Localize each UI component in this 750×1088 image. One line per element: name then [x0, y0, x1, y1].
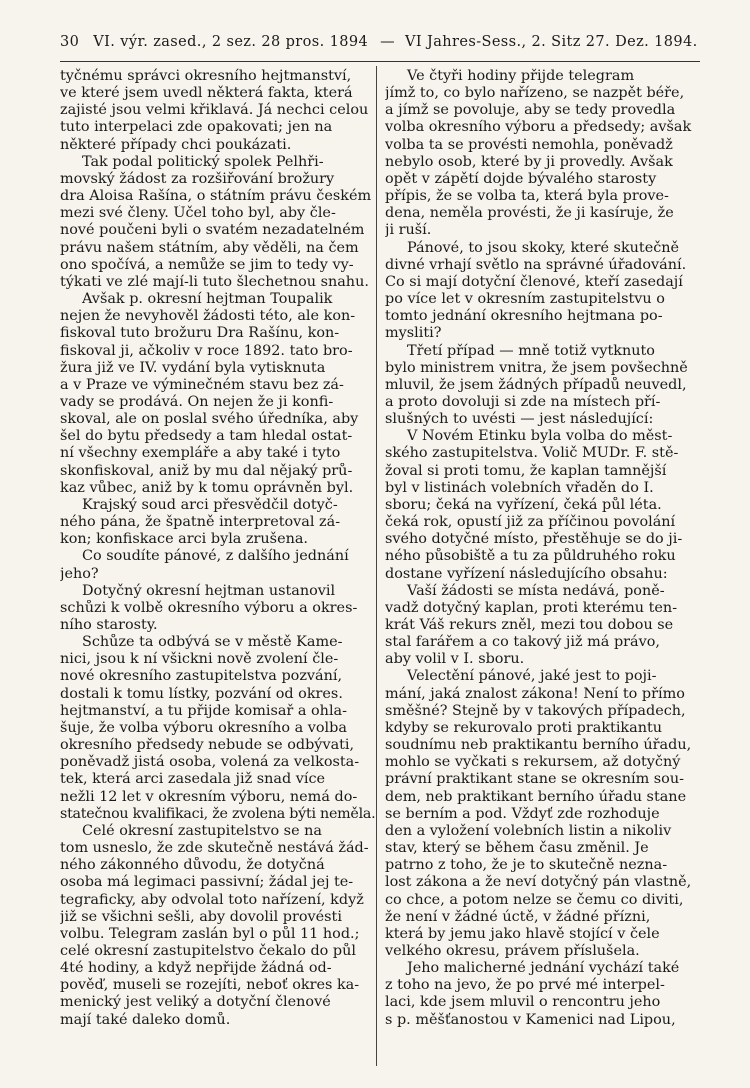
text-line: Celé okresní zastupitelstvo se na — [82, 822, 323, 839]
text-line: z toho na jevo, že po prvé mé interpel- — [385, 977, 665, 994]
text-line: a jímž se povoluje, aby se tedy provedla — [385, 102, 676, 119]
text-line: pověď, museli se rozejíti, neboť okres ka- — [60, 977, 360, 994]
text-line: ního starosty. — [60, 617, 158, 633]
text-line: tek, která arci zasedala již snad více — [60, 771, 326, 788]
text-line: nové okresního zastupitelstva pozvání, — [60, 668, 343, 685]
text-line: volba ta se provésti nemohla, poněvadž — [385, 136, 673, 153]
text-line: slušných to uvésti — jest následující: — [385, 411, 654, 428]
text-line: dostali k tomu lístky, pozvání od okres. — [60, 685, 343, 702]
text-line: mohlo se vyčkati s rekursem, až dotyčný — [385, 754, 681, 771]
text-line: čeká rok, opustí již za příčinou povolání — [385, 514, 676, 531]
text-line: šel do bytu předsedy a tam hledal ostat- — [60, 428, 353, 445]
text-line: vadž dotyčný kaplan, proti kterému ten- — [385, 599, 678, 616]
text-line: ní všechny exempláře a aby také i tyto — [60, 445, 341, 462]
text-line: právní praktikant stane se okresním sou- — [385, 771, 684, 788]
text-line: zajisté jsou velmi křiklavá. Já nechci celou — [60, 102, 369, 119]
text-line: aby volil v I. sboru. — [385, 651, 525, 668]
text-line: žoval si proti tomu, že kaplan tamnější — [385, 462, 667, 479]
text-line: dem, neb praktikant berního úřadu stane — [385, 788, 687, 805]
text-line: a v Praze ve výminečném stavu bez zá- — [60, 376, 344, 393]
text-line: Ve čtyři hodiny přijde telegram — [407, 68, 635, 84]
text-line: již se všichni sešli, aby dovolil provésti — [60, 908, 342, 925]
text-line: dostane vyřízení následujícího obsahu: — [385, 565, 668, 582]
page-header — [60, 34, 700, 50]
text-line: tom usneslo, že zde skutečně nestává žád- — [60, 840, 369, 857]
text-line: poněvadž jistá osoba, volená za velkosta- — [60, 754, 360, 771]
text-line: mezi své členy. Účel toho byl, aby čle- — [60, 205, 336, 222]
text-line: mysliti? — [385, 325, 442, 342]
text-line: fiskoval tuto brožuru Dra Rašínu, kon- — [60, 325, 340, 342]
text-line: lost zákona a že neví dotyčný pán vlastně, — [385, 874, 692, 891]
text-line: Třetí případ — mně totiž vytknuto — [407, 342, 655, 359]
text-line: skonfiskoval, aniž by mu dal nějaký prů- — [60, 462, 353, 479]
text-line: žura již ve IV. vydání byla vytisknuta — [60, 359, 326, 376]
text-line: krát Váš rekurs zněl, mezi tou dobou se — [385, 617, 674, 633]
text-line: mají také daleko domů. — [60, 1011, 231, 1028]
text-line: tomto jednání okresního hejtmana po- — [385, 308, 663, 325]
text-line: přípis, že se volba ta, která byla prove- — [385, 188, 669, 205]
header-rule — [60, 61, 700, 62]
text-line: Tak podal politický spolek Pelhři- — [82, 153, 324, 170]
text-line: celé okresní zastupitelstvo čekalo do půl — [60, 942, 356, 959]
text-line: laci, kde jsem mluvil o rencontru jeho — [385, 994, 661, 1011]
text-line: Vaší žádosti se místa nedává, poně- — [407, 582, 665, 599]
text-line: a proto dovoluji si zde na místech pří- — [385, 393, 661, 410]
text-line: ono spočívá, a nemůže se jim to tedy vy- — [60, 256, 354, 273]
text-line: vady se prodává. On nejen že ji konfi- — [60, 393, 334, 410]
text-line: mání, jaká znalost zákona! Není to přímo — [385, 685, 685, 702]
text-line: Co si mají dotyční členové, kteří zasedají — [385, 273, 683, 290]
text-line: která by jemu jako hlavě stojící v čele — [385, 925, 660, 942]
text-line: kdyby se rekurovalo proti praktikantu — [385, 719, 663, 736]
text-line: opět v zápětí dojde bývalého starosty — [385, 170, 657, 187]
text-line: osoba má legimaci passivní; žádal jej te- — [60, 874, 354, 891]
text-line: stav, který se během času změnil. Je — [385, 840, 649, 857]
text-line: den a vyložení volebních listin a nikoliv — [385, 822, 672, 839]
text-line: nežli 12 let v okresním výboru, nemá do- — [60, 788, 358, 805]
left-column — [60, 68, 376, 1029]
text-line: divné vrhají světlo na správné úřadování. — [385, 256, 687, 273]
text-line: co chce, a potom nelze se čemu co diviti, — [385, 891, 684, 908]
text-line: menický jest veliký a dotyční členové — [60, 994, 331, 1011]
text-line: dena, neměla provésti, že ji kasíruje, že — [385, 205, 674, 222]
text-line: některé případy chci poukázati. — [60, 136, 292, 153]
text-line: V Novém Etinku byla volba do měst- — [407, 428, 673, 445]
text-line: ve které jsem uvedl některá fakta, která — [60, 85, 353, 102]
text-line: nebylo osob, které by ji provedly. Avšak — [385, 153, 673, 170]
text-line: statečnou kvalifikaci, že zvolena býti neměla. — [60, 805, 376, 822]
text-line: Velectění pánové, jaké jest to poji- — [407, 668, 657, 685]
text-line: skoval, ale on poslal svého úředníka, aby — [60, 411, 359, 428]
text-line: Pánové, to jsou skoky, které skutečně — [407, 239, 680, 256]
text-line: nové poučeni byli o svatém nezadatelném — [60, 222, 365, 239]
text-line: po více let v okresním zastupitelstvu o — [385, 291, 665, 308]
text-line: soudnímu neb praktikantu berního úřadu, — [385, 737, 692, 754]
text-line: stal farářem a co takový již má právo, — [385, 634, 660, 651]
text-line: Avšak p. okresní hejtman Toupalik — [82, 291, 333, 308]
text-line: ského zastupitelstva. Volič MUDr. F. stě- — [385, 445, 679, 462]
text-line: že není v žádné úctě, v žádné přízni, — [385, 908, 651, 925]
text-line: Krajský soud arci přesvědčil dotyč- — [82, 496, 338, 513]
text-line: se berním a pod. Vždyť zde rozhoduje — [385, 805, 660, 822]
text-line: schůzi k volbě okresního výboru a okres- — [60, 599, 358, 616]
text-line: hejtmanství, a tu přijde komisař a ohla- — [60, 702, 347, 719]
text-line: volba okresního výboru a předsedy; avšak — [385, 119, 692, 136]
text-line: kon; konfiskace arci byla zrušena. — [60, 531, 309, 548]
text-line: 4té hodiny, a když nepřijde žádná od- — [60, 960, 332, 977]
text-line: nejen že nevyhověl žádosti této, ale kon- — [60, 308, 356, 325]
text-line: tyčnému správci okresního hejtmanství, — [60, 68, 352, 84]
header-right-title: VI Jahres-Sess., 2. Sitz 27. Dez. 1894. — [405, 34, 698, 50]
text-line: sboru; čeká na vyřízení, čeká půl léta. — [385, 496, 662, 513]
text-line: bylo ministrem vnitra, že jsem povšechně — [385, 359, 688, 376]
text-line: týkati ve zlé mají-li tuto šlechetnou snahu. — [60, 273, 369, 290]
text-line: tuto interpelaci zde opakovati; jen na — [60, 119, 333, 136]
text-line: patrno z toho, že je to skutečně nezna- — [385, 857, 668, 874]
text-line: Jeho malicherné jednání vychází také — [407, 960, 680, 977]
text-line: jeho? — [60, 565, 99, 582]
text-line: šuje, že volba výboru okresního a volba — [60, 719, 347, 736]
text-line: svého dotyčné místo, přestěhuje se do ji- — [385, 531, 683, 548]
text-line: mluvil, že jsem žádných případů neuvedl, — [385, 376, 687, 393]
text-line: ji ruší. — [385, 222, 432, 239]
text-line: movský žádost za rozšiřování brožury — [60, 170, 335, 187]
column-divider — [376, 66, 377, 1066]
text-line: ného působiště a tu za půldruhého roku — [385, 548, 676, 565]
text-line: jímž to, co bylo nařízeno, se nazpět béře, — [385, 85, 685, 102]
text-line: ného pána, že špatně interpretoval zá- — [60, 514, 341, 531]
text-line: směšné? Stejně by v takových případech, — [385, 702, 686, 719]
text-line: právu našem státním, aby věděli, na čem — [60, 239, 359, 256]
text-line: Schůze ta odbývá se v městě Kame- — [82, 634, 343, 651]
text-line: ného zákonného důvodu, že dotyčná — [60, 857, 325, 874]
text-line: fiskoval ji, ačkoliv v roce 1892. tato bro- — [60, 342, 353, 359]
text-line: kaz vůbec, aniž by k tomu oprávněn byl. — [60, 479, 354, 496]
text-line: Dotyčný okresní hejtman ustanovil — [82, 582, 336, 599]
text-line: dra Aloisa Rašína, o státním právu českém — [60, 188, 372, 205]
text-line: okresního předsedy nebude se odbývati, — [60, 737, 355, 754]
header-dash: — — [380, 34, 396, 50]
text-line: velkého okresu, právem příslušela. — [385, 942, 640, 959]
text-line: Co soudíte pánové, z dalšího jednání — [82, 548, 349, 565]
text-line: volbu. Telegram zaslán byl o půl 11 hod.; — [60, 925, 360, 942]
text-line: s p. měšťanostou v Kamenici nad Lipou, — [385, 1011, 676, 1028]
right-column — [385, 68, 701, 1029]
text-line: nici, jsou k ní všickni nově zvolení čle- — [60, 651, 339, 668]
page-number: 30 — [60, 34, 80, 50]
header-left-title: VI. výr. zased., 2 sez. 28 pros. 1894 — [93, 34, 369, 50]
text-line: tegraficky, aby odvolal toto nařízení, když — [60, 891, 364, 908]
text-line: byl v listinách volebních vřaděn do I. — [385, 479, 654, 496]
